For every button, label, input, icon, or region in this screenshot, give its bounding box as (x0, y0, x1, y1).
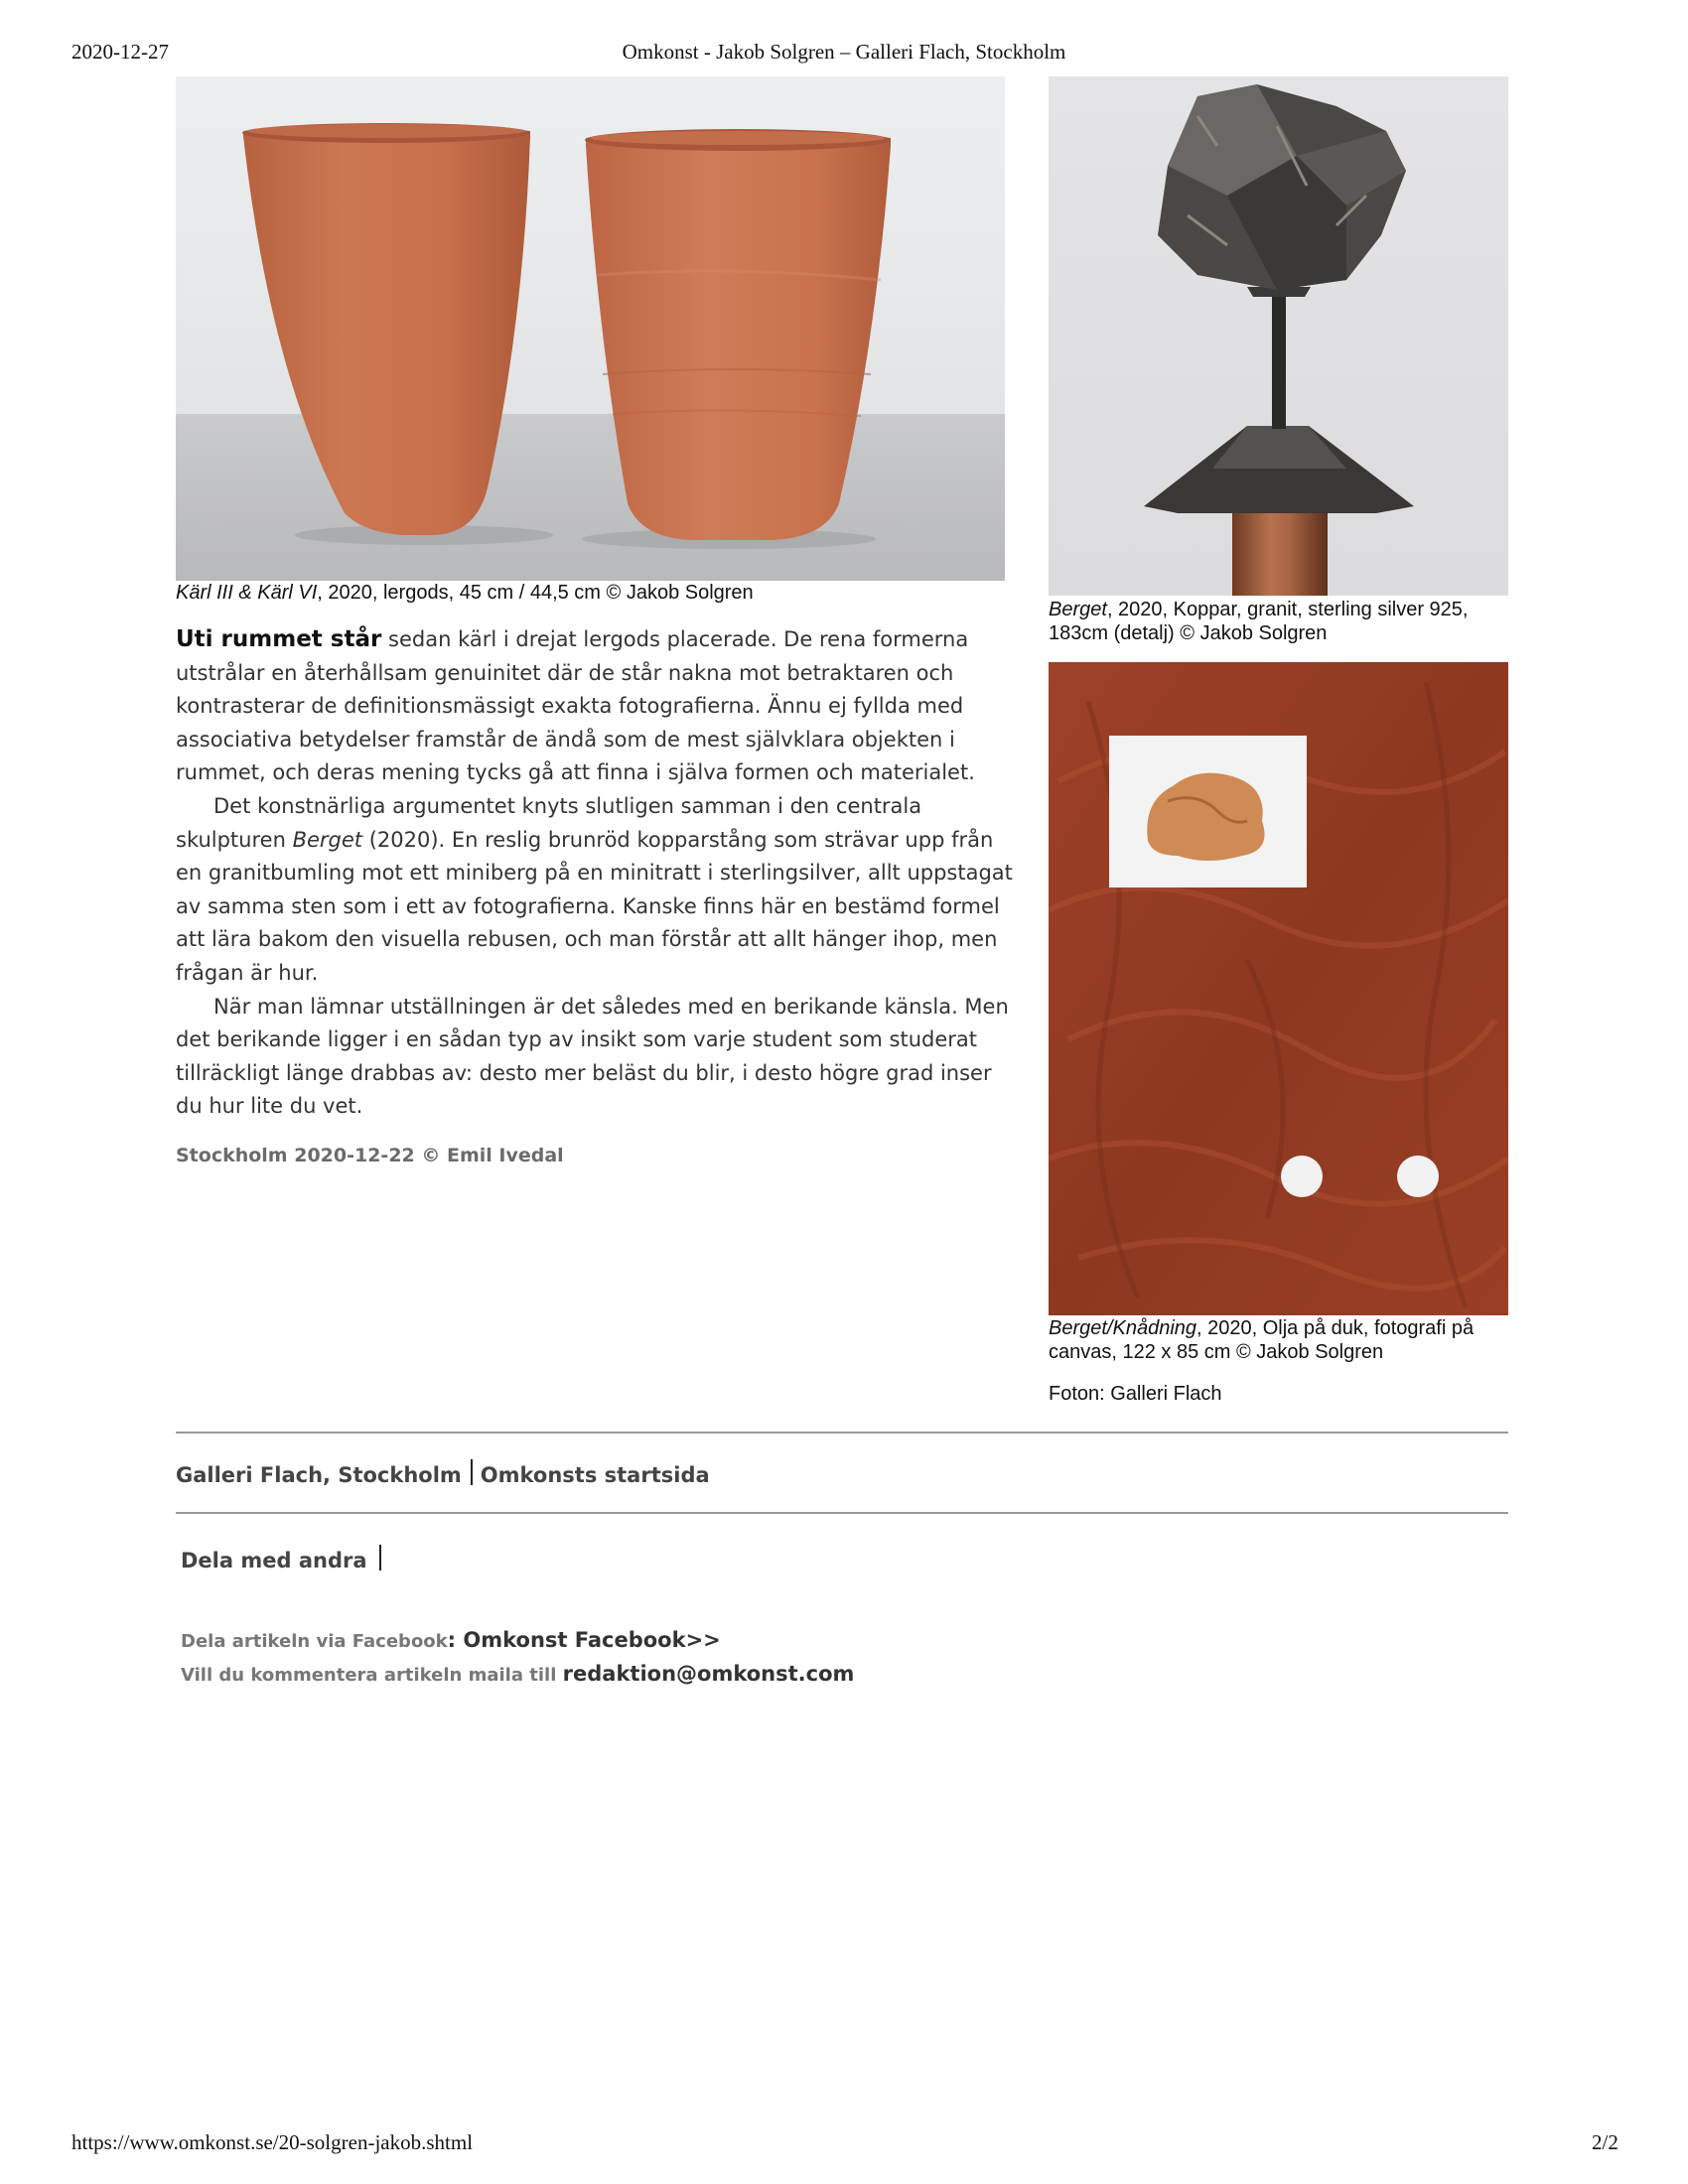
print-page-number: 2/2 (1592, 2130, 1618, 2154)
article-signoff: Stockholm 2020-12-22 © Emil Ivedal (176, 1145, 564, 1166)
article-body (176, 623, 1020, 1124)
photo-credit: Foton: Galleri Flach (1049, 1383, 1222, 1405)
paragraph-1: Uti rummet står sedan kärl i drejat lergods placerade. De rena formerna utstrålar en återhållsam genuinitet där de står nakna mot betraktaren och kontrasterar de definitionsmässigt exakta fotografierna. Ännu ej fyllda med associativa betydelser framstår de ändå som de mest självklara objekten i rummet, och deras mening tycks gå att finna i själva formen och materialet. (176, 626, 975, 785)
paragraph-2: Det konstnärliga argumentet knyts slutligen samman i den centrala skulpturen Berget (2020). En reslig brunröd kopparstång som strävar upp från en granitbumling mot ett miniberg på en minitratt i sterlingsilver, allt uppstagat av samma sten som i ett av fotografierna. Kanske finns här en bestämd formel att lära bakom den visuella rebusen, och man förstår att allt hänger ihop, men frågan är hur. (176, 793, 1013, 985)
facebook-link[interactable]: Omkonst Facebook>> (463, 1628, 721, 1652)
comment-line: Vill du kommentera artikeln maila till redaktion@omkonst.com (181, 1662, 855, 1686)
share-section (181, 1545, 389, 1572)
nav-separator (471, 1459, 473, 1485)
vessels-caption: Kärl III & Kärl VI, 2020, lergods, 45 cm / 44,5 cm © Jakob Solgren (176, 582, 754, 604)
share-separator (379, 1545, 381, 1570)
divider (176, 1512, 1508, 1514)
print-date: 2020-12-27 (71, 40, 169, 64)
vessels-photo (176, 76, 1005, 581)
facebook-line: Dela artikeln via Facebook: Omkonst Facebook>> (181, 1628, 721, 1652)
knadning-photo (1049, 662, 1508, 1315)
print-title: Omkonst - Jakob Solgren – Galleri Flach, Stockholm (622, 40, 1066, 64)
home-link[interactable]: Omkonsts startsida (480, 1463, 710, 1487)
paragraph-3: När man lämnar utställningen är det således med en berikande känsla. Men det berikande ligger i en sådan typ av insikt som varje student som studerat tillräckligt länge drabbas av: desto mer beläst du blir, i desto högre grad inser du hur lite du vet. (176, 994, 1009, 1119)
knadning-caption: Berget/Knådning, 2020, Olja på duk, fotografi på canvas, 122 x 85 cm © Jakob Solgren (1049, 1317, 1475, 1363)
footer-nav (176, 1459, 710, 1487)
share-label[interactable]: Dela med andra (181, 1549, 367, 1572)
lead-phrase: Uti rummet står (176, 626, 382, 652)
print-url: https://www.omkonst.se/20-solgren-jakob.shtml (71, 2130, 474, 2154)
berget-photo (1049, 76, 1508, 596)
divider (176, 1432, 1508, 1433)
gallery-link[interactable]: Galleri Flach, Stockholm (176, 1463, 462, 1487)
email-link[interactable]: redaktion@omkonst.com (562, 1662, 855, 1686)
berget-caption: Berget, 2020, Koppar, granit, sterling silver 925, 183cm (detalj) © Jakob Solgren (1049, 599, 1469, 644)
